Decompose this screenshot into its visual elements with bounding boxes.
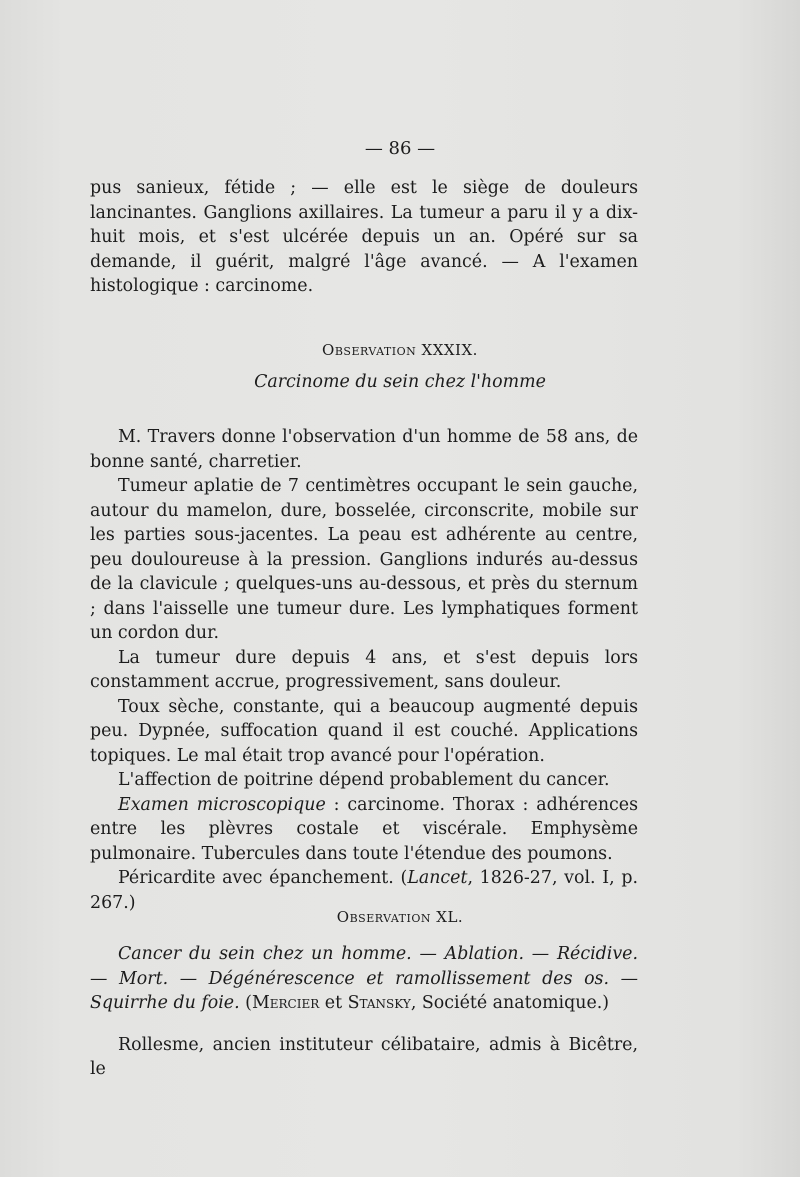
page-number: — 86 — [364, 138, 436, 159]
obs39-paragraph-5: L'affection de poitrine dépend probablement du cancer. [118, 770, 610, 790]
microscopic-exam-label: Examen microscopique [118, 794, 326, 815]
author-stansky: Stansky [347, 993, 411, 1013]
obs40-et: et [319, 993, 348, 1013]
obs40-paren: ( [239, 993, 252, 1013]
obs40-source: , Société anatomique.) [410, 993, 610, 1013]
author-mercier: Mercier [251, 993, 320, 1013]
microscopic-exam-text: : carcinome. Thorax : adhérences entre les plèvres costale et viscérale. Emphysème pulmonaire. Tubercules dans toute l'étendue des poumons. [90, 794, 638, 864]
obs39-paragraph-4: Toux sèche, constante, qui a beaucoup augmenté depuis peu. Dypnée, suffocation quand il est couché. Applications topiques. Le mal était trop avancé pour l'opération. [90, 696, 638, 766]
intro-text: pus sanieux, fétide ; — elle est le siège de douleurs lancinantes. Ganglions axillaires. La tumeur a paru il y a dix-huit mois, et s'est ulcérée depuis un an. Opéré sur sa demande, il guérit, malgré l'âge avancé. — A l'examen histologique : carcinome. [90, 178, 638, 296]
intro-paragraph [90, 176, 638, 299]
observation-40-body [90, 942, 638, 1082]
obs39-paragraph-2: Tumeur aplatie de 7 centimètres occupant le sein gauche, autour du mamelon, dure, bosselée, circonscrite, mobile sur les parties sous-jacentes. La peau est adhérente au centre, peu douloureuse à la pression. Ganglions indurés au-dessus de la clavicule ; quelques-uns au-dessous, et près du sternum ; dans l'aisselle une tumeur dure. Les lymphatiques forment un cordon dur. [90, 476, 638, 643]
observation-39-body [90, 425, 638, 915]
obs40-paragraph-1: Rollesme, ancien instituteur célibataire, admis à Bicêtre, le [90, 1034, 638, 1079]
observation-39-title: Observation XXXIX. [322, 341, 478, 359]
journal-name: Lancet [407, 868, 468, 888]
obs40-heading [90, 942, 638, 1016]
obs40-heading-italic: Cancer du sein chez un homme. — Ablation. — Récidive. — Mort. — Dégénérescence et ramollissement des os. — Squirrhe du foie. [90, 944, 638, 1013]
obs39-paragraph-1: M. Travers donne l'observation d'un homme de 58 ans, de bonne santé, charretier. [90, 427, 638, 472]
pericarditis-text: Péricardite avec épanchement. ( [118, 868, 408, 888]
observation-40-title: Observation XL. [336, 908, 464, 926]
obs39-paragraph-3: La tumeur dure depuis 4 ans, et s'est depuis lors constamment accrue, progressivement, sans douleur. [90, 647, 638, 692]
obs39-paragraph-6 [90, 793, 638, 867]
citation-text: , 1826-27, vol. I, p. 267.) [90, 868, 638, 913]
observation-39-subtitle: Carcinome du sein chez l'homme [254, 372, 546, 392]
